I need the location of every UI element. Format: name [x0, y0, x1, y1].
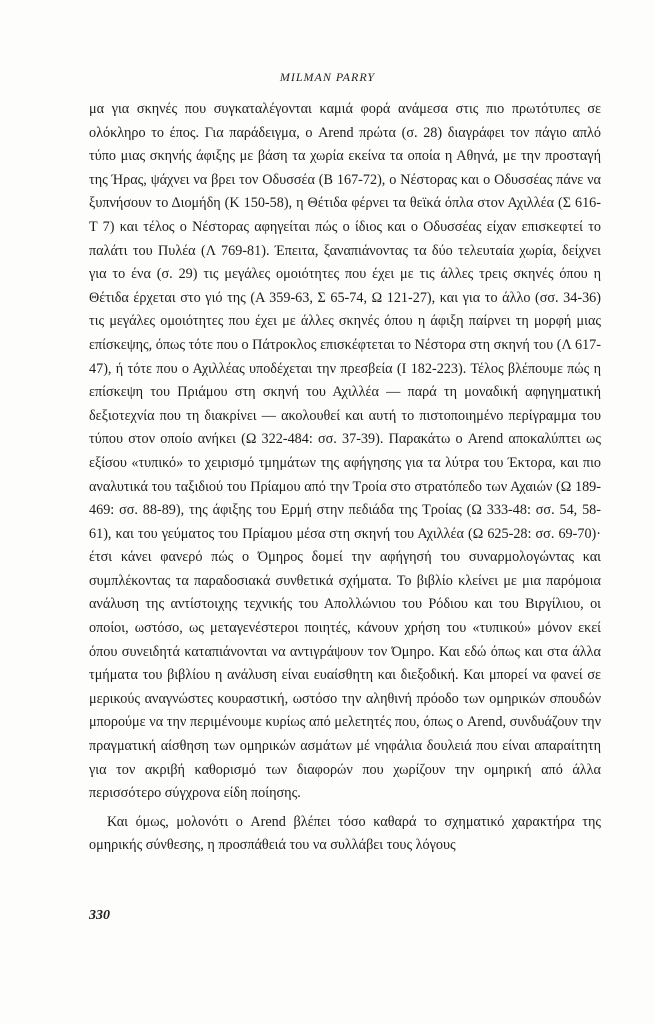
running-head: MILMAN PARRY: [279, 70, 376, 84]
body-text: [89, 98, 601, 858]
paragraph-2: Και όμως, μολονότι ο Arend βλέπει τόσο καθαρά το σχηματικό χαρακτήρα της ομηρικής σύνθεσης, η προσπάθειά του να συλλάβει τους λόγους: [89, 813, 601, 854]
page-number: 330: [89, 908, 110, 923]
paragraph-1: μα για σκηνές που συγκαταλέγονται καμιά φορά ανάμεσα στις πιο πρωτότυπες σε ολόκληρο το έπος. Για παράδειγμα, ο Arend πρώτα (σ. 28) διαγράφει τον πάγιο απλό τύπο μιας σκηνής άφιξης με βάση τα χωρία εκείνα τα οποία η Αθηνά, με την προσταγή της Ήρας, ψάχνει να βρει τον Οδυσσέα (Β 167-72), ο Νέστορας και ο Οδυσσέας πάνε να ξυπνήσουν το Διομήδη (Κ 150-58), η Θέτιδα φέρνει τα θεϊκά όπλα στον Αχιλλέα (Σ 616-Τ 7) και τέλος ο Νέστορας αφηγείται πώς ο ίδιος και ο Οδυσσέας είχαν επισκεφτεί το παλάτι του Πυλέα (Λ 769-81). Έπειτα, ξαναπιάνοντας τα δύο τελευταία χωρία, δείχνει για το ένα (σ. 29) τις μεγάλες ομοιότητες που έχει με τις άλλες τρεις σκηνές όπου η Θέτιδα έρχεται στο γιό της (Α 359-63, Σ 65-74, Ω 121-27), και για το άλλο (σσ. 34-36) τις μεγάλες ομοιότητες που έχει με άλλες σκηνές όπου η άφιξη παίρνει τη μορφή μιας επίσκεψης, όπως τότε που ο Πάτροκλος επισκέφτεται το Νέστορα στη σκηνή του (Λ 617-47), ή τότε που ο Αχιλλέας υποδέχεται την πρεσβεία (Ι 182-223). Τέλος βλέπουμε πώς η επίσκεψη του Πριάμου στη σκηνή του Αχιλλέα — παρά τη μοναδική αφηγηματική δεξιοτεχνία που τη διακρίνει — ακολουθεί και αυτή το πιστοποιημένο περίγραμμα του τύπου στον οποίο ανήκει (Ω 322-484: σσ. 37-39). Παρακάτω ο Arend αποκαλύπτει ως εξίσου «τυπικό» το χειρισμό τμημάτων της αφήγησης για τα λύτρα του Έκτορα, και πιο αναλυτικά του ταξιδιού του Πρίαμου από την Τροία στο στρατόπεδο των Αχαιών (Ω 189-469: σσ. 88-89), της άφιξης του Ερμή στην πεδιάδα της Τροίας (Ω 333-48: σσ. 54, 58-61), και του γεύματος του Πρίαμου μέσα στη σκηνή του Αχιλλέα (Ω 625-28: σσ. 69-70)· έτσι κάνει φανερό πώς ο Όμηρος δομεί την αφήγησή του συναρμολογώντας και συμπλέκοντας τα παραδοσιακά συνθετικά σχήματα. Το βιβλίο κλείνει με μια παρόμοια ανάλυση της αντίστοιχης τεχνικής του Απολλώνιου του Ρόδιου και του Βιργίλιου, οι οποίοι, ωστόσο, ως μεταγενέστεροι ποιητές, κάνουν χρήση του «τυπικού» μόνον εκεί όπου συνειδητά καταπιάνονται να αντιγράψουν τον Όμηρο. Και εδώ όπως και στα άλλα τμήματα του βιβλίου η ανάλυση είναι ευαίσθητη και διεξοδική. Και μπορεί να φανεί σε μερικούς αναγνώστες κουραστική, ωστόσο την αληθινή πρόοδο των ομηρικών σπουδών μπορούμε να την περιμένουμε κυρίως από μελετητές που, όπως ο Arend, συνδυάζουν την πραγματική αίσθηση των ομηρικών ασμάτων μέ νηφάλια δουλειά που είναι απαραίτητη για τον ακριβή καθορισμό των διαφορών που χωρίζουν την ομηρική από άλλα περισσότερο σύγχρονα είδη ποίησης.: [89, 101, 601, 802]
